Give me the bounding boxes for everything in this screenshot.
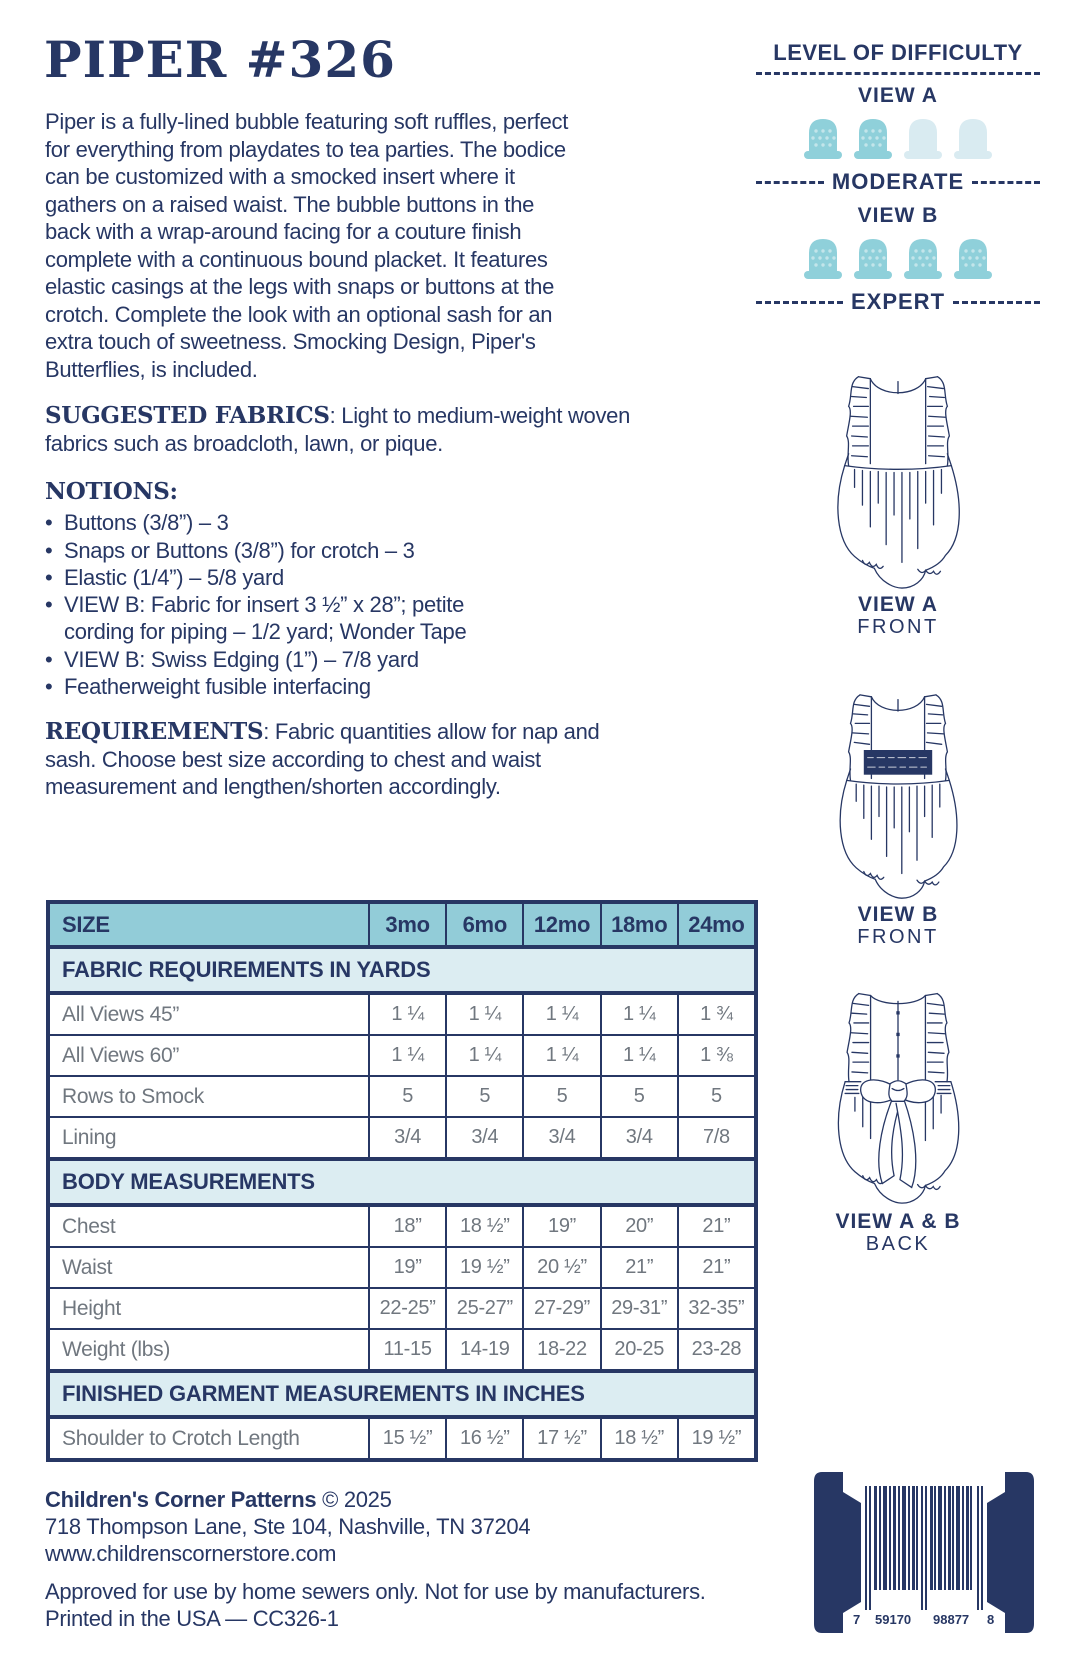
bullet-icon: • — [45, 564, 53, 590]
table-cell: 18” — [368, 1207, 445, 1246]
table-cell: 19 ½” — [445, 1248, 522, 1287]
notions-heading: NOTIONS: — [45, 478, 178, 505]
description-line: elastic casings at the legs with snaps or buttons at the — [45, 274, 555, 299]
barcode — [813, 1472, 1035, 1633]
view-a-front-illustration — [756, 355, 1040, 638]
table-cell: 1 ¼ — [445, 995, 522, 1034]
difficulty-thimbles-view-b — [756, 234, 1040, 282]
table-cell: 5 — [600, 1077, 677, 1116]
table-cell: 1 ¼ — [522, 995, 599, 1034]
table-row — [50, 1328, 754, 1369]
table-cell: 3/4 — [368, 1118, 445, 1157]
table-cell: 16 ½” — [445, 1419, 522, 1458]
table-cell: 1 ¼ — [445, 1036, 522, 1075]
table-cell: 20-25 — [600, 1330, 677, 1369]
section-band-body-measurements: BODY MEASUREMENTS — [50, 1157, 754, 1207]
table-cell: 1 ¼ — [368, 1036, 445, 1075]
description-line: can be customized with a smocked insert where it — [45, 164, 515, 189]
description-line: crotch. Complete the look with an optional sash for an — [45, 301, 553, 327]
difficulty-view-a-label: VIEW A — [858, 84, 938, 107]
notion-item — [45, 591, 685, 618]
thimble-icon — [801, 234, 845, 282]
description-line: gathers on a raised waist. The bubble buttons in the — [45, 191, 535, 217]
back-view-illustration — [756, 974, 1040, 1255]
description-line: Butterflies, is included. — [45, 356, 258, 382]
notion-text: VIEW B: Swiss Edging (1”) – 7/8 yard — [64, 646, 419, 672]
row-label: Waist — [62, 1255, 113, 1279]
caption-line1: VIEW B — [857, 903, 939, 926]
bullet-icon: • — [45, 674, 53, 700]
table-cell: 18 ½” — [445, 1207, 522, 1246]
row-label: Height — [62, 1296, 121, 1320]
legal-line: Approved for use by home sewers only. Not for use by manufacturers. — [45, 1579, 706, 1604]
table-cell: 25-27” — [445, 1289, 522, 1328]
back-view-caption — [756, 1211, 1040, 1255]
table-cell: 3/4 — [522, 1118, 599, 1157]
table-cell: 7/8 — [677, 1118, 754, 1157]
dashed-rule — [953, 301, 1040, 304]
table-cell: 11-15 — [368, 1330, 445, 1369]
difficulty-view-b-label: VIEW B — [857, 204, 939, 227]
suggested-fabrics-text: : Light to medium-weight woven — [329, 403, 631, 428]
table-cell: 1 ¼ — [368, 995, 445, 1034]
copyright: © 2025 — [316, 1487, 392, 1512]
section-band-fabric-requirements: FABRIC REQUIREMENTS IN YARDS — [50, 945, 754, 995]
caption-line1: VIEW A — [858, 593, 938, 616]
thimble-icon — [901, 234, 945, 282]
notion-text: VIEW B: Fabric for insert 3 ½” x 28”; petite — [64, 592, 465, 618]
barcode-digit-group: 7 — [853, 1612, 861, 1627]
header-cell-3mo: 3mo — [368, 904, 445, 945]
notion-text: Buttons (3/8”) – 3 — [64, 510, 229, 536]
table-row — [50, 1034, 754, 1075]
suggested-fabrics-line1 — [45, 402, 685, 430]
notion-item — [45, 673, 685, 700]
page-title: PIPER #326 — [44, 30, 396, 89]
table-cell: 1 ⅜ — [677, 1036, 754, 1075]
table-cell: 5 — [368, 1077, 445, 1116]
company-name: Children's Corner Patterns — [45, 1487, 317, 1512]
table-cell: 23-28 — [677, 1330, 754, 1369]
header-cell-12mo: 12mo — [522, 904, 599, 945]
notion-text: Snaps or Buttons (3/8”) for crotch – 3 — [64, 537, 415, 563]
table-cell: 18 ½” — [600, 1419, 677, 1458]
notion-item — [45, 509, 685, 536]
table-row — [50, 1075, 754, 1116]
difficulty-heading: LEVEL OF DIFFICULTY — [773, 40, 1023, 65]
description-line: complete with a continuous bound placket. It features — [45, 246, 548, 272]
notion-text: Featherweight fusible interfacing — [64, 674, 371, 700]
difficulty-rating-view-a — [756, 169, 1040, 195]
table-row — [50, 1116, 754, 1157]
size-table — [46, 900, 758, 1462]
row-label: All Views 45” — [62, 1002, 180, 1026]
difficulty-rating-view-b — [756, 289, 1040, 315]
header-cell-6mo: 6mo — [445, 904, 522, 945]
requirements-line2: sash. Choose best size according to chest and waist — [45, 746, 541, 772]
thimble-icon — [801, 114, 845, 162]
dashed-divider — [756, 72, 1040, 75]
description-line: for everything from playdates to tea parties. The bodice — [45, 136, 566, 162]
table-cell: 32-35” — [677, 1289, 754, 1328]
right-column — [756, 40, 1040, 1255]
row-label: Lining — [62, 1125, 117, 1149]
table-cell: 14-19 — [445, 1330, 522, 1369]
header-cell-size: SIZE — [62, 911, 110, 937]
caption-line2: BACK — [865, 1233, 931, 1255]
notion-item — [45, 564, 685, 591]
table-cell: 19 ½” — [677, 1419, 754, 1458]
row-label: Rows to Smock — [62, 1084, 204, 1108]
bullet-icon: • — [45, 646, 53, 672]
table-cell: 5 — [677, 1077, 754, 1116]
view-a-front-caption — [756, 594, 1040, 638]
pattern-description — [45, 108, 685, 383]
table-cell: 1 ¼ — [600, 995, 677, 1034]
table-cell: 1 ¾ — [677, 995, 754, 1034]
barcode-digit-group: 59170 — [875, 1612, 912, 1627]
header-cell-18mo: 18mo — [600, 904, 677, 945]
thimble-icon — [851, 234, 895, 282]
table-cell: 21” — [677, 1248, 754, 1287]
table-cell: 3/4 — [445, 1118, 522, 1157]
description-line: extra touch of sweetness. Smocking Design, Piper's — [45, 329, 536, 354]
dashed-rule — [756, 301, 843, 304]
legal-info — [45, 1578, 706, 1632]
row-label: Weight (lbs) — [62, 1337, 171, 1361]
publisher-info — [45, 1486, 530, 1567]
requirements-line3: measurement and lengthen/shorten accordingly. — [45, 774, 501, 799]
table-cell: 3/4 — [600, 1118, 677, 1157]
difficulty-thimbles-view-a — [756, 114, 1040, 162]
spool-right-icon — [987, 1472, 1034, 1633]
company-line — [45, 1486, 530, 1513]
notion-item — [45, 537, 685, 564]
row-label: All Views 60” — [62, 1043, 180, 1067]
rating-label: EXPERT — [850, 289, 946, 314]
table-cell: 29-31” — [600, 1289, 677, 1328]
table-cell: 27-29” — [522, 1289, 599, 1328]
notion-text: Elastic (1/4”) – 5/8 yard — [64, 564, 284, 590]
description-line: back with a wrap-around facing for a couture finish — [45, 219, 522, 244]
requirements-heading: REQUIREMENTS — [45, 718, 264, 745]
notion-item — [45, 646, 685, 673]
barcode-digit-group: 8 — [987, 1612, 995, 1627]
row-label: Shoulder to Crotch Length — [62, 1426, 300, 1450]
section-band-finished-garment: FINISHED GARMENT MEASUREMENTS IN INCHES — [50, 1369, 754, 1419]
dashed-rule — [756, 181, 824, 184]
spool-left-icon — [814, 1472, 861, 1633]
view-b-front-caption — [756, 904, 1040, 948]
table-cell: 20” — [600, 1207, 677, 1246]
thimble-icon — [951, 234, 995, 282]
table-row — [50, 1207, 754, 1246]
table-row — [50, 1246, 754, 1287]
table-row — [50, 1419, 754, 1458]
table-cell: 5 — [522, 1077, 599, 1116]
table-cell: 21” — [677, 1207, 754, 1246]
bullet-icon: • — [45, 510, 53, 536]
thimble-icon — [901, 114, 945, 162]
bullet-icon: • — [45, 537, 53, 563]
caption-line2: FRONT — [857, 926, 939, 948]
bullet-icon: • — [45, 592, 53, 618]
description-line: Piper is a fully-lined bubble featuring soft ruffles, perfect — [45, 109, 569, 134]
rating-label: MODERATE — [831, 169, 965, 194]
dashed-rule — [972, 181, 1040, 184]
suggested-fabrics-section — [45, 402, 685, 457]
row-label: Chest — [62, 1214, 116, 1238]
caption-line2: FRONT — [857, 616, 939, 638]
table-cell: 15 ½” — [368, 1419, 445, 1458]
requirements-section — [45, 718, 695, 801]
size-table-header-row — [50, 904, 754, 945]
table-row — [50, 995, 754, 1034]
table-cell: 18-22 — [522, 1330, 599, 1369]
table-cell: 1 ¼ — [600, 1036, 677, 1075]
table-cell: 22-25” — [368, 1289, 445, 1328]
thimble-icon — [851, 114, 895, 162]
table-cell: 5 — [445, 1077, 522, 1116]
address-line: 718 Thompson Lane, Ste 104, Nashville, TN 37204 — [45, 1514, 531, 1539]
table-cell: 19” — [368, 1248, 445, 1287]
table-cell: 19” — [522, 1207, 599, 1246]
printed-line: Printed in the USA — CC326-1 — [45, 1606, 339, 1631]
suggested-fabrics-heading: SUGGESTED FABRICS — [45, 402, 330, 429]
table-cell: 17 ½” — [522, 1419, 599, 1458]
view-b-front-illustration — [756, 674, 1040, 948]
requirements-line1 — [45, 718, 695, 746]
notions-section — [45, 478, 685, 700]
website-line: www.childrenscornerstore.com — [45, 1541, 337, 1566]
table-row — [50, 1287, 754, 1328]
notion-item-continuation: cording for piping – 1/2 yard; Wonder Tape — [64, 619, 467, 645]
header-cell-24mo: 24mo — [677, 904, 754, 945]
caption-line1: VIEW A & B — [835, 1210, 961, 1233]
suggested-fabrics-line2: fabrics such as broadcloth, lawn, or pique. — [45, 430, 443, 456]
requirements-text: : Fabric quantities allow for nap and — [263, 719, 600, 744]
thimble-icon — [951, 114, 995, 162]
table-cell: 1 ¼ — [522, 1036, 599, 1075]
table-cell: 21” — [600, 1248, 677, 1287]
table-cell: 20 ½” — [522, 1248, 599, 1287]
barcode-digit-group: 98877 — [933, 1612, 970, 1627]
